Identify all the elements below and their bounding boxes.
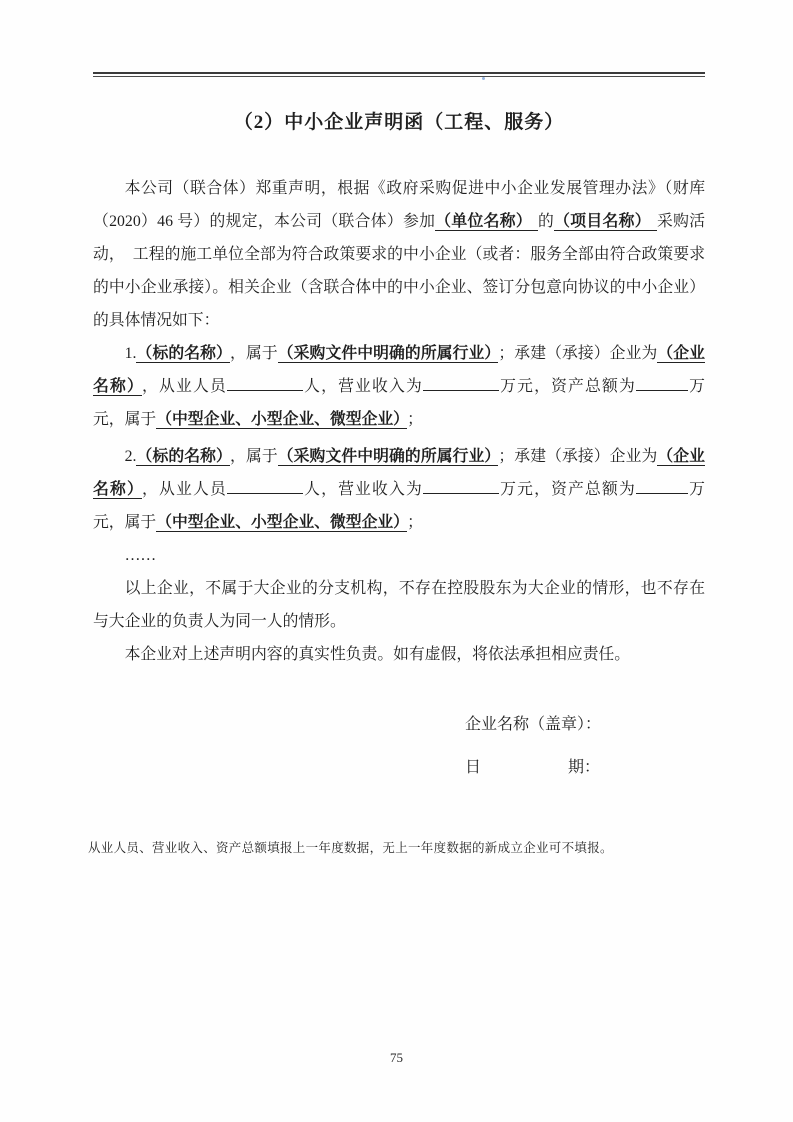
company-seal-label: 企业名称（盖章）： [465, 716, 602, 733]
subject-name-blank: （标的名称） [136, 345, 230, 363]
unit-name-blank: （单位名称） [435, 213, 538, 231]
document-title: （2）中小企业声明函（工程、服务） [233, 112, 565, 133]
subject-name-blank: （标的名称） [136, 448, 230, 466]
company-name-blank: （企业名称） [93, 448, 705, 498]
header-rule [93, 72, 705, 77]
item-text: ；承建（承接）企业为 [498, 345, 658, 362]
item-text: ，从业人员 [142, 378, 227, 395]
revenue-blank [423, 479, 499, 494]
date-label-left: 日 [465, 759, 482, 776]
date-label [465, 758, 600, 778]
ellipsis-line: …… [124, 547, 157, 564]
intro-text-1: 本公司（联合体）郑重声明，根据《政府采购促进中小企业发展管理办法》（财库（2020）46 号）的规定，本公司（联合体）参加 [93, 180, 705, 230]
item-text: ；承建（承接）企业为 [498, 448, 658, 465]
item-row-1 [93, 337, 705, 436]
employees-blank [227, 479, 303, 494]
item-text: 万元，资产总额为 [498, 481, 636, 498]
item-text: 人，营业收入为 [302, 378, 423, 395]
item-text: ，属于 [230, 345, 278, 362]
industry-blank: （采购文件中明确的所属行业） [278, 448, 499, 466]
item-number: 2. [124, 448, 137, 465]
intro-paragraph [93, 172, 705, 337]
item-number: 1. [124, 345, 137, 362]
enterprise-type-blank: （中型企业、小型企业、微型企业） [156, 514, 407, 532]
item-row-2 [93, 440, 705, 539]
item-text: ； [407, 514, 423, 531]
closing-paragraph-2: 本企业对上述声明内容的真实性负责。如有虚假，将依法承担相应责任。 [124, 646, 631, 663]
intro-text-2: 的 [538, 213, 555, 230]
employees-blank [227, 376, 303, 391]
item-text: 万元，属于 [93, 378, 705, 428]
item-text: ，属于 [230, 448, 278, 465]
industry-blank: （采购文件中明确的所属行业） [278, 345, 499, 363]
scan-artifact-dot [482, 77, 485, 80]
company-name-blank: （企业名称） [93, 345, 705, 395]
document-body [93, 172, 705, 671]
signature-block [465, 715, 705, 778]
page-number: 75 [390, 1050, 403, 1065]
enterprise-type-blank: （中型企业、小型企业、微型企业） [156, 411, 407, 429]
assets-blank [636, 376, 688, 391]
revenue-blank [423, 376, 499, 391]
item-text: 万元，资产总额为 [498, 378, 636, 395]
closing-paragraph-1: 以上企业，不属于大企业的分支机构，不存在控股股东为大企业的情形，也不存在与大企业的负责人为同一人的情形。 [93, 580, 705, 630]
project-name-blank: （项目名称） [554, 213, 657, 231]
item-text: 万元，属于 [93, 481, 705, 531]
item-text: ； [407, 411, 423, 428]
item-text: 人，营业收入为 [302, 481, 423, 498]
footnote: 从业人员、营业收入、资产总额填报上一年度数据，无上一年度数据的新成立企业可不填报。 [88, 841, 613, 855]
intro-text-3: 采购活动， 工程的施工单位全部为符合政策要求的中小企业（或者：服务全部由符合政策要求的中小企业承接）。相关企业（含联合体中的中小企业、签订分包意向协议的中小企业）的具体情况如下： [93, 213, 705, 329]
date-label-right: 期： [567, 759, 600, 776]
item-text: ，从业人员 [142, 481, 227, 498]
assets-blank [636, 479, 688, 494]
